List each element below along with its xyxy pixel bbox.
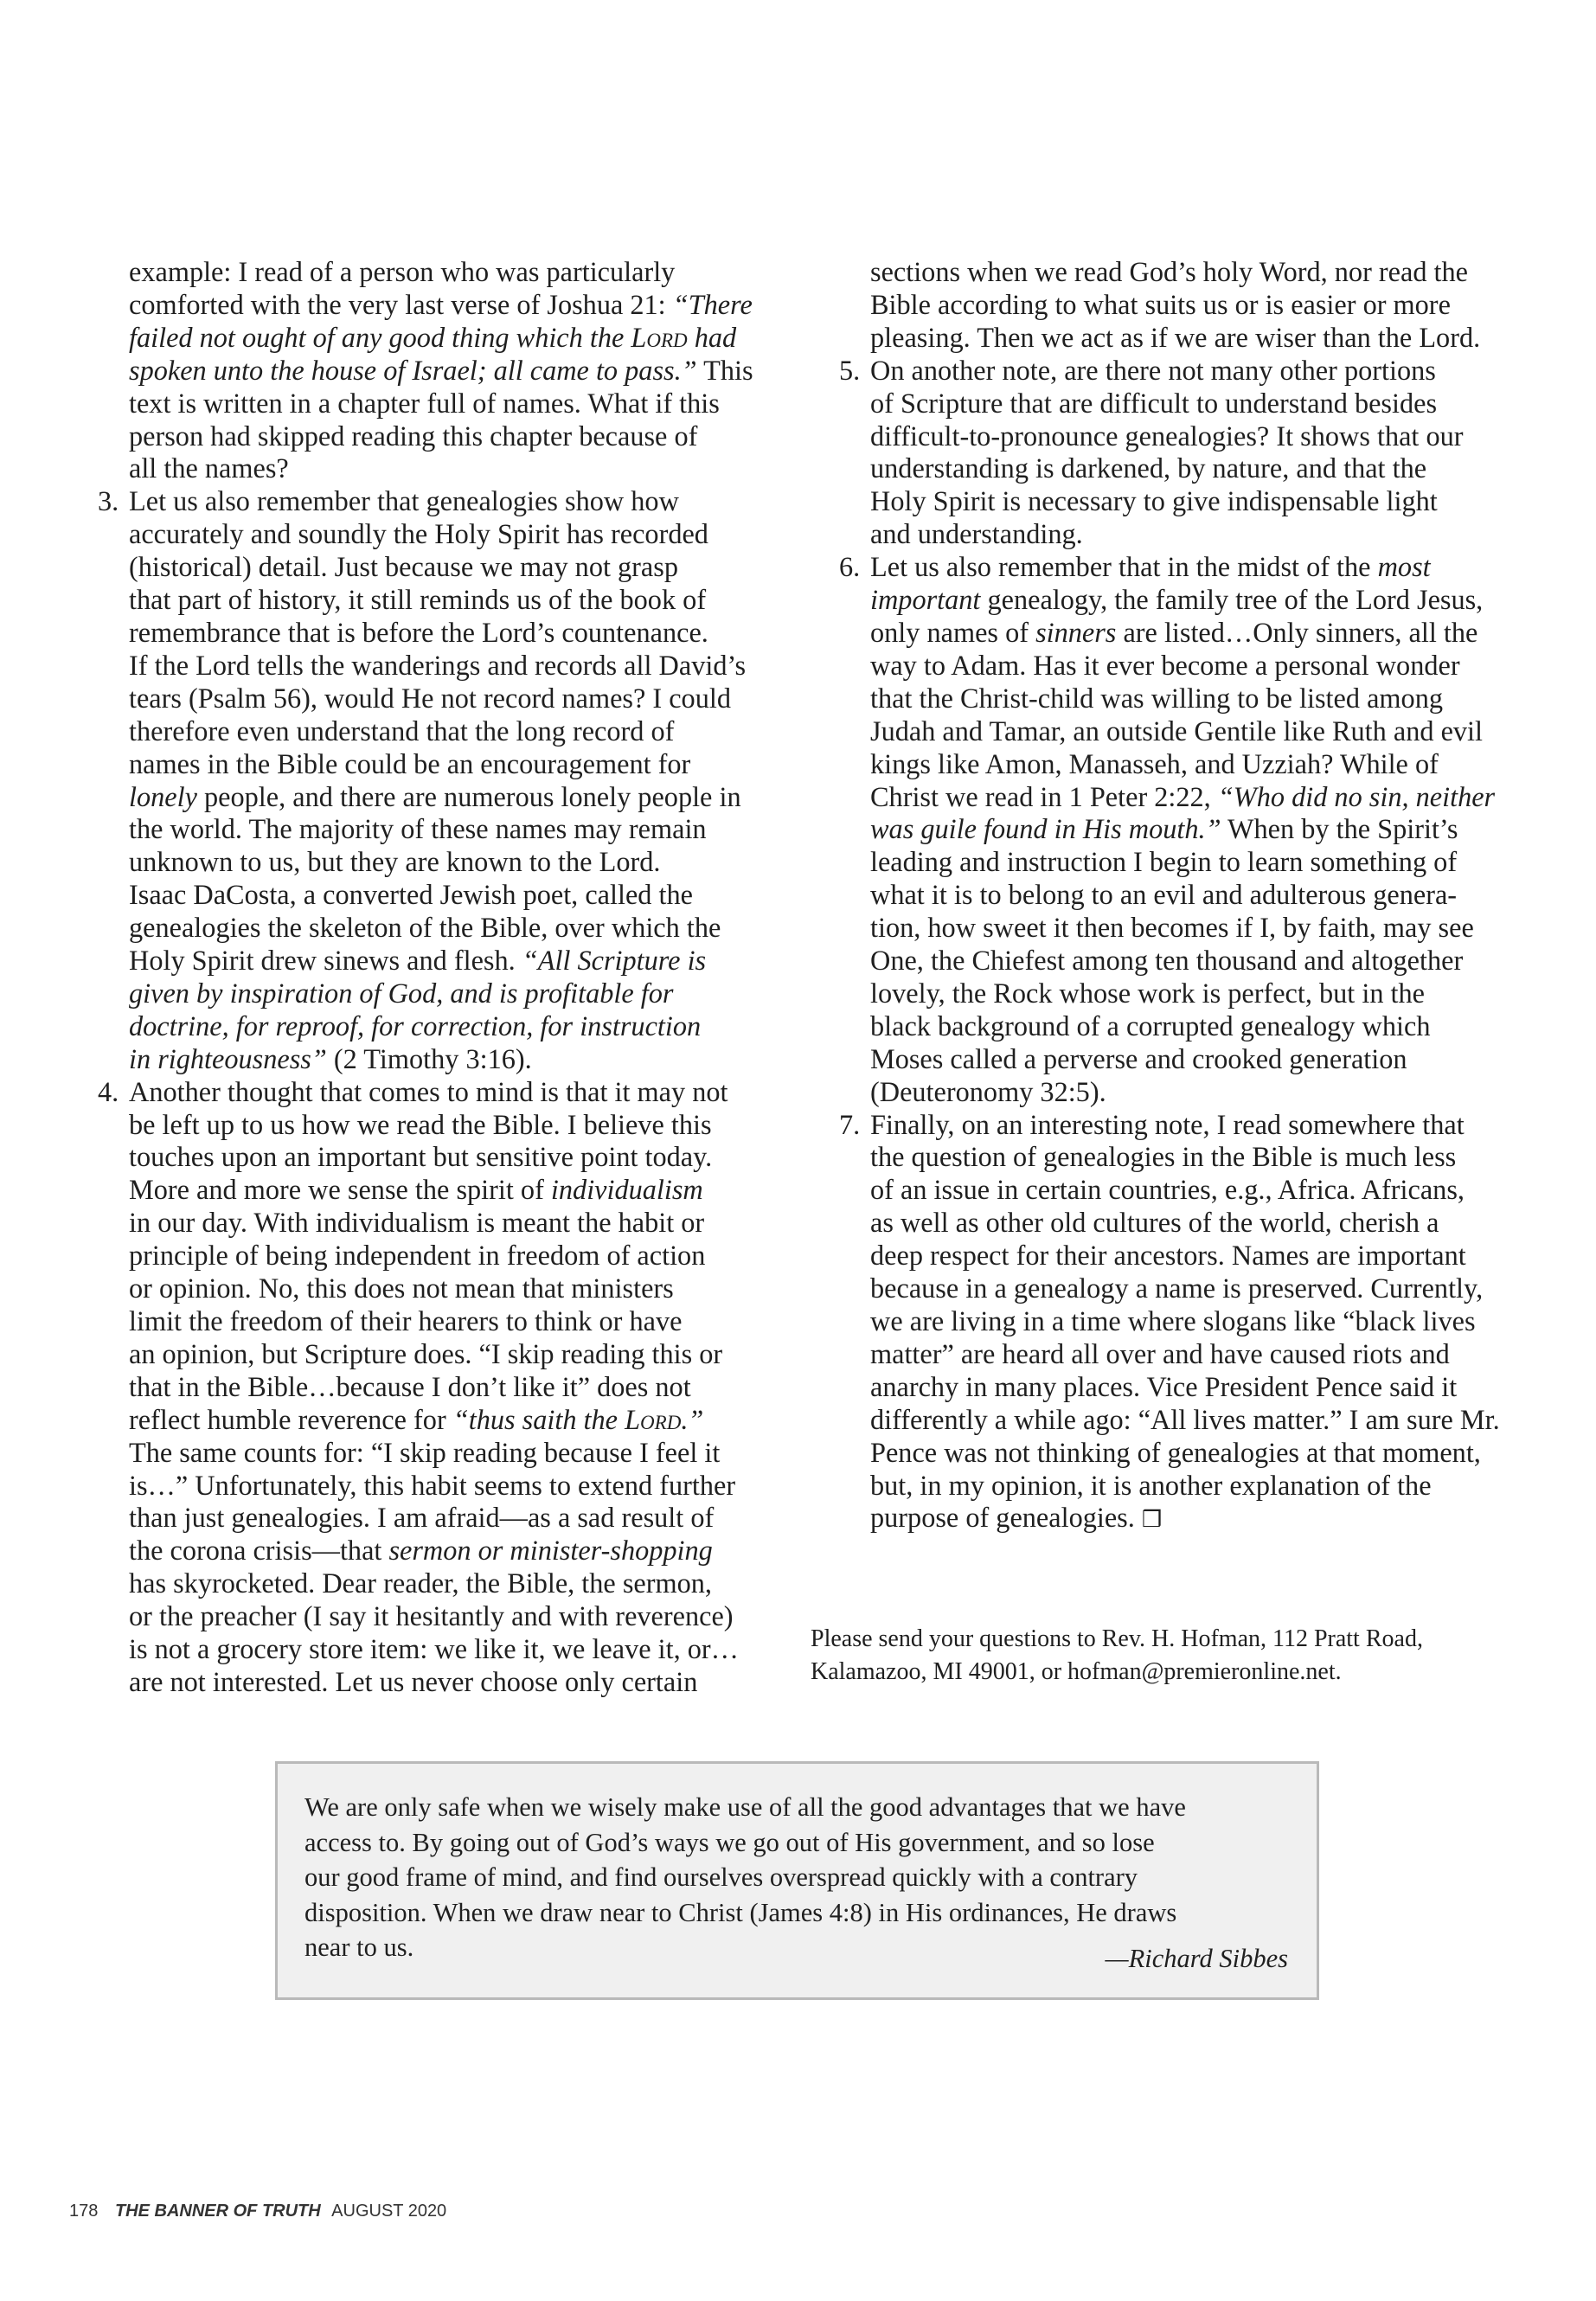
text-segment: be left up to us how we read the Bible. I believe this [129,1108,712,1140]
text-line [98,1043,790,1076]
text-segment: text is written in a chapter full of names. What if this [129,387,720,419]
text-line [839,420,1531,453]
text-line [98,1502,790,1535]
text-line [839,584,1531,617]
text-segment: Another thought that comes to mind is that it may not [129,1075,728,1107]
text-line [839,781,1531,814]
text-line [98,781,790,814]
text-line [839,748,1531,781]
text-segment: (historical) detail. Just because we may not grasp [129,551,678,583]
text-segment: the question of genealogies in the Bible is much less [870,1141,1457,1173]
list-number: 4. [98,1075,119,1107]
list-number: 3. [98,485,119,517]
italic-text: Lord [631,321,688,353]
quote-line: our good frame of mind, and find ourselves overspread quickly with a contrary [304,1862,1138,1892]
text-segment: genealogies the skeleton of the Bible, over which the [129,912,721,944]
quote-attribution: —Richard Sibbes [1105,1944,1288,1973]
text-line [98,1141,790,1174]
quote-line: near to us. [304,1932,414,1962]
text-segment: but, in my opinion, it is another explanation of the [870,1469,1432,1501]
text-line [98,879,790,912]
end-of-article-icon: ❒ [1141,1507,1163,1534]
text-line [839,977,1531,1010]
text-line [98,617,790,650]
text-segment: Judah and Tamar, an outside Gentile like Ruth and evil [870,715,1484,747]
text-line [839,1437,1531,1470]
text-segment: Pence was not thinking of genealogies at that moment, [870,1436,1481,1468]
italic-text: lonely [129,780,197,812]
text-segment: anarchy in many places. Vice President Pence said it [870,1370,1458,1402]
italic-text: “thus saith the [452,1403,625,1435]
text-line [98,1338,790,1371]
text-line [839,846,1531,879]
text-segment: an opinion, but Scripture does. “I skip reading this or [129,1337,723,1369]
text-segment: (Deuteronomy 32:5). [870,1075,1106,1107]
text-line [839,1076,1531,1109]
text-segment: because in a genealogy a name is preserved. Currently, [870,1272,1484,1304]
text-segment: people, and there are numerous lonely people in [196,780,741,812]
text-line [98,715,790,748]
text-segment: than just genealogies. I am afraid—as a sad result of [129,1502,715,1534]
text-segment: in our day. With individualism is meant the habit or [129,1207,705,1239]
article-left-column [98,256,790,1699]
text-segment: unknown to us, but they are known to the Lord. [129,846,661,878]
text-line [98,977,790,1010]
text-segment: as well as other old cultures of the world, cherish a [870,1207,1439,1239]
list-item-start [98,485,790,518]
text-segment: sections when we read God’s holy Word, nor read the [870,256,1469,287]
text-segment: reflect humble reverence for [129,1403,453,1435]
italic-text: spoken unto the house of Israel; all came to pass.” [129,354,697,386]
list-item-start [98,1076,790,1109]
text-segment: that the Christ-child was willing to be listed among [870,682,1443,714]
text-segment: touches upon an important but sensitive point today. [129,1141,713,1173]
text-segment: the corona crisis—that [129,1535,389,1567]
text-segment: differently a while ago: “All lives matter.” I am sure Mr. [870,1403,1500,1435]
quote-line: We are only safe when we wisely make use of all the good advantages that we have [304,1792,1186,1822]
text-line [839,683,1531,715]
text-segment: Bible according to what suits us or is easier or more [870,288,1451,320]
text-segment: what it is to belong to an evil and adulterous genera- [870,879,1458,911]
text-segment: all the names? [129,452,289,484]
questions-note [811,1623,1529,1689]
text-line [98,1567,790,1600]
text-segment: difficult-to-pronounce genealogies? It shows that our [870,420,1464,452]
text-segment: leading and instruction I begin to learn something of [870,846,1458,878]
text-line [839,1371,1531,1404]
text-line [98,1404,790,1437]
text-segment: lovely, the Rock whose work is perfect, but in the [870,977,1426,1009]
text-segment: black background of a corrupted genealogy which [870,1009,1431,1042]
text-line [98,551,790,584]
text-segment: has skyrocketed. Dear reader, the Bible, the sermon, [129,1567,712,1599]
text-segment: of an issue in certain countries, e.g., Africa. Africans, [870,1174,1465,1206]
italic-text: most [1377,551,1431,583]
text-segment: Holy Spirit drew sinews and flesh. [129,945,522,977]
text-line [98,1371,790,1404]
magazine-title: THE BANNER OF TRUTH [114,2202,321,2221]
text-line [98,1109,790,1142]
text-line [839,1470,1531,1503]
text-segment: principle of being independent in freedom of action [129,1240,706,1272]
text-segment: is not a grocery store item: we like it, we leave it, or… [129,1633,739,1665]
text-line [98,1174,790,1207]
text-segment: More and more we sense the spirit of [129,1174,551,1206]
text-segment: accurately and soundly the Holy Spirit has recorded [129,518,708,550]
text-segment: are listed…Only sinners, all the [1116,616,1478,648]
text-line [98,945,790,977]
italic-text: “All Scripture is [522,945,707,977]
text-segment: pleasing. Then we act as if we are wiser than the Lord. [870,321,1481,353]
text-segment: therefore even understand that the long record of [129,715,675,747]
text-line [98,683,790,715]
list-number: 6. [839,551,861,583]
text-line [839,452,1531,485]
text-segment: person had skipped reading this chapter because of [129,420,698,452]
questions-note-line: Please send your questions to Rev. H. Hofman, 112 Pratt Road, [811,1625,1423,1652]
text-line [839,322,1531,355]
text-line [839,813,1531,846]
text-line [839,388,1531,420]
text-line [98,1600,790,1633]
text-segment: If the Lord tells the wanderings and records all David’s [129,649,747,681]
italic-text: sinners [1035,616,1117,648]
text-segment: Finally, on an interesting note, I read somewhere that [870,1108,1465,1140]
italic-text: doctrine, for reproof, for correction, for instruction [129,1009,702,1042]
text-segment: Holy Spirit is necessary to give indispensable light [870,485,1438,517]
text-line [839,289,1531,322]
text-line [839,1240,1531,1272]
text-line [839,945,1531,977]
text-line [839,1502,1531,1537]
text-segment: deep respect for their ancestors. Names are important [870,1240,1466,1272]
text-segment: tion, how sweet it then becomes if I, by faith, may see [870,912,1474,944]
italic-text: in righteousness” [129,1042,327,1074]
text-line [839,1174,1531,1207]
italic-text: sermon or minister-shopping [388,1535,713,1567]
text-segment: only names of [870,616,1036,648]
quote-box [275,1761,1319,2000]
text-segment: we are living in a time where slogans like “black lives [870,1305,1476,1336]
text-line [839,912,1531,945]
text-line [839,1043,1531,1076]
text-segment: One, the Chiefest among ten thousand and altogether [870,945,1464,977]
text-line [98,912,790,945]
italic-text: failed not ought of any good thing which the [129,321,631,353]
text-segment: way to Adam. Has it ever become a personal wonder [870,649,1460,681]
text-line [98,650,790,683]
article-right-column [839,256,1531,1537]
text-segment: remembrance that is before the Lord’s countenance. [129,616,708,648]
quote-line: disposition. When we draw near to Christ (James 4:8) in His ordinances, He draws [304,1897,1177,1927]
page-number: 178 [69,2202,99,2221]
text-line [839,1207,1531,1240]
text-segment: kings like Amon, Manasseh, and Uzziah? While of [870,747,1439,779]
text-segment: Let us also remember that genealogies show how [129,485,679,517]
text-line [839,715,1531,748]
italic-text: important [870,584,981,616]
text-line [839,617,1531,650]
text-line [98,1470,790,1503]
italic-text: individualism [550,1174,703,1206]
text-segment: Let us also remember that in the midst of the [870,551,1378,583]
text-segment: purpose of genealogies. [870,1502,1142,1534]
text-line [98,322,790,355]
text-segment: that in the Bible…because I don’t like it” does not [129,1370,691,1402]
text-line [98,452,790,485]
text-line [98,289,790,322]
text-segment: and understanding. [870,518,1083,550]
text-line [839,485,1531,518]
text-line [98,1535,790,1567]
text-line [839,256,1531,289]
questions-note-line: Kalamazoo, MI 49001, or hofman@premieronline.net. [811,1658,1342,1685]
italic-text: Lord [625,1403,682,1435]
text-line [98,1666,790,1699]
text-line [98,846,790,879]
text-line [839,1272,1531,1305]
list-item-start [839,355,1531,388]
list-number: 7. [839,1108,861,1140]
text-segment: comforted with the very last verse of Joshua 21: [129,288,673,320]
text-line [98,1207,790,1240]
issue-date: AUGUST 2020 [331,2202,447,2221]
text-segment: (2 Timothy 3:16). [326,1042,532,1074]
text-segment: On another note, are there not many other portions [870,354,1436,386]
text-line [839,1141,1531,1174]
text-line [98,355,790,388]
text-segment: are not interested. Let us never choose only certain [129,1665,698,1697]
text-segment: When by the Spirit’s [1221,813,1458,845]
italic-text: given by inspiration of God, and is profitable for [129,977,674,1009]
text-line [839,879,1531,912]
list-item-start [839,1109,1531,1142]
text-line [839,1338,1531,1371]
italic-text: .” [681,1403,704,1435]
text-segment: limit the freedom of their hearers to think or have [129,1305,683,1336]
italic-text: had [687,321,737,353]
text-line [98,420,790,453]
list-number: 5. [839,354,861,386]
text-segment: Moses called a perverse and crooked generation [870,1042,1407,1074]
italic-text: “Who did no sin, neither [1217,780,1496,812]
text-line [98,1437,790,1470]
text-line [98,1240,790,1272]
text-line [98,813,790,846]
text-line [98,1305,790,1338]
text-line [98,388,790,420]
text-segment: names in the Bible could be an encouragement for [129,747,691,779]
page-footer [69,2202,446,2221]
text-line [98,1272,790,1305]
text-line [839,1010,1531,1043]
text-segment: tears (Psalm 56), would He not record names? I could [129,682,731,714]
text-line [839,518,1531,551]
italic-text: was guile found in His mouth.” [870,813,1221,845]
text-line [98,256,790,289]
text-line [839,1305,1531,1338]
text-line [98,518,790,551]
text-segment: that part of history, it still reminds us of the book of [129,584,707,616]
text-segment: the world. The majority of these names may remain [129,813,707,845]
text-line [98,1633,790,1666]
quote-line: access to. By going out of God’s ways we go out of His government, and so lose [304,1827,1155,1857]
text-segment: Christ we read in 1 Peter 2:22, [870,780,1218,812]
text-segment: example: I read of a person who was particularly [129,256,676,287]
italic-text: “There [672,288,753,320]
text-line [98,584,790,617]
text-line [98,1010,790,1043]
text-segment: The same counts for: “I skip reading because I feel it [129,1436,721,1468]
text-segment: or opinion. No, this does not mean that ministers [129,1272,674,1304]
text-segment: This [696,354,753,386]
text-segment: matter” are heard all over and have caused riots and [870,1337,1450,1369]
text-segment: understanding is darkened, by nature, and that the [870,452,1427,484]
text-segment: is…” Unfortunately, this habit seems to extend further [129,1469,736,1501]
text-line [98,748,790,781]
text-segment: or the preacher (I say it hesitantly and with reverence) [129,1600,734,1632]
text-segment: genealogy, the family tree of the Lord Jesus, [980,584,1484,616]
text-segment: of Scripture that are difficult to understand besides [870,387,1438,419]
text-segment: Isaac DaCosta, a converted Jewish poet, called the [129,879,693,911]
list-item-start [839,551,1531,584]
text-line [839,1404,1531,1437]
text-line [839,650,1531,683]
